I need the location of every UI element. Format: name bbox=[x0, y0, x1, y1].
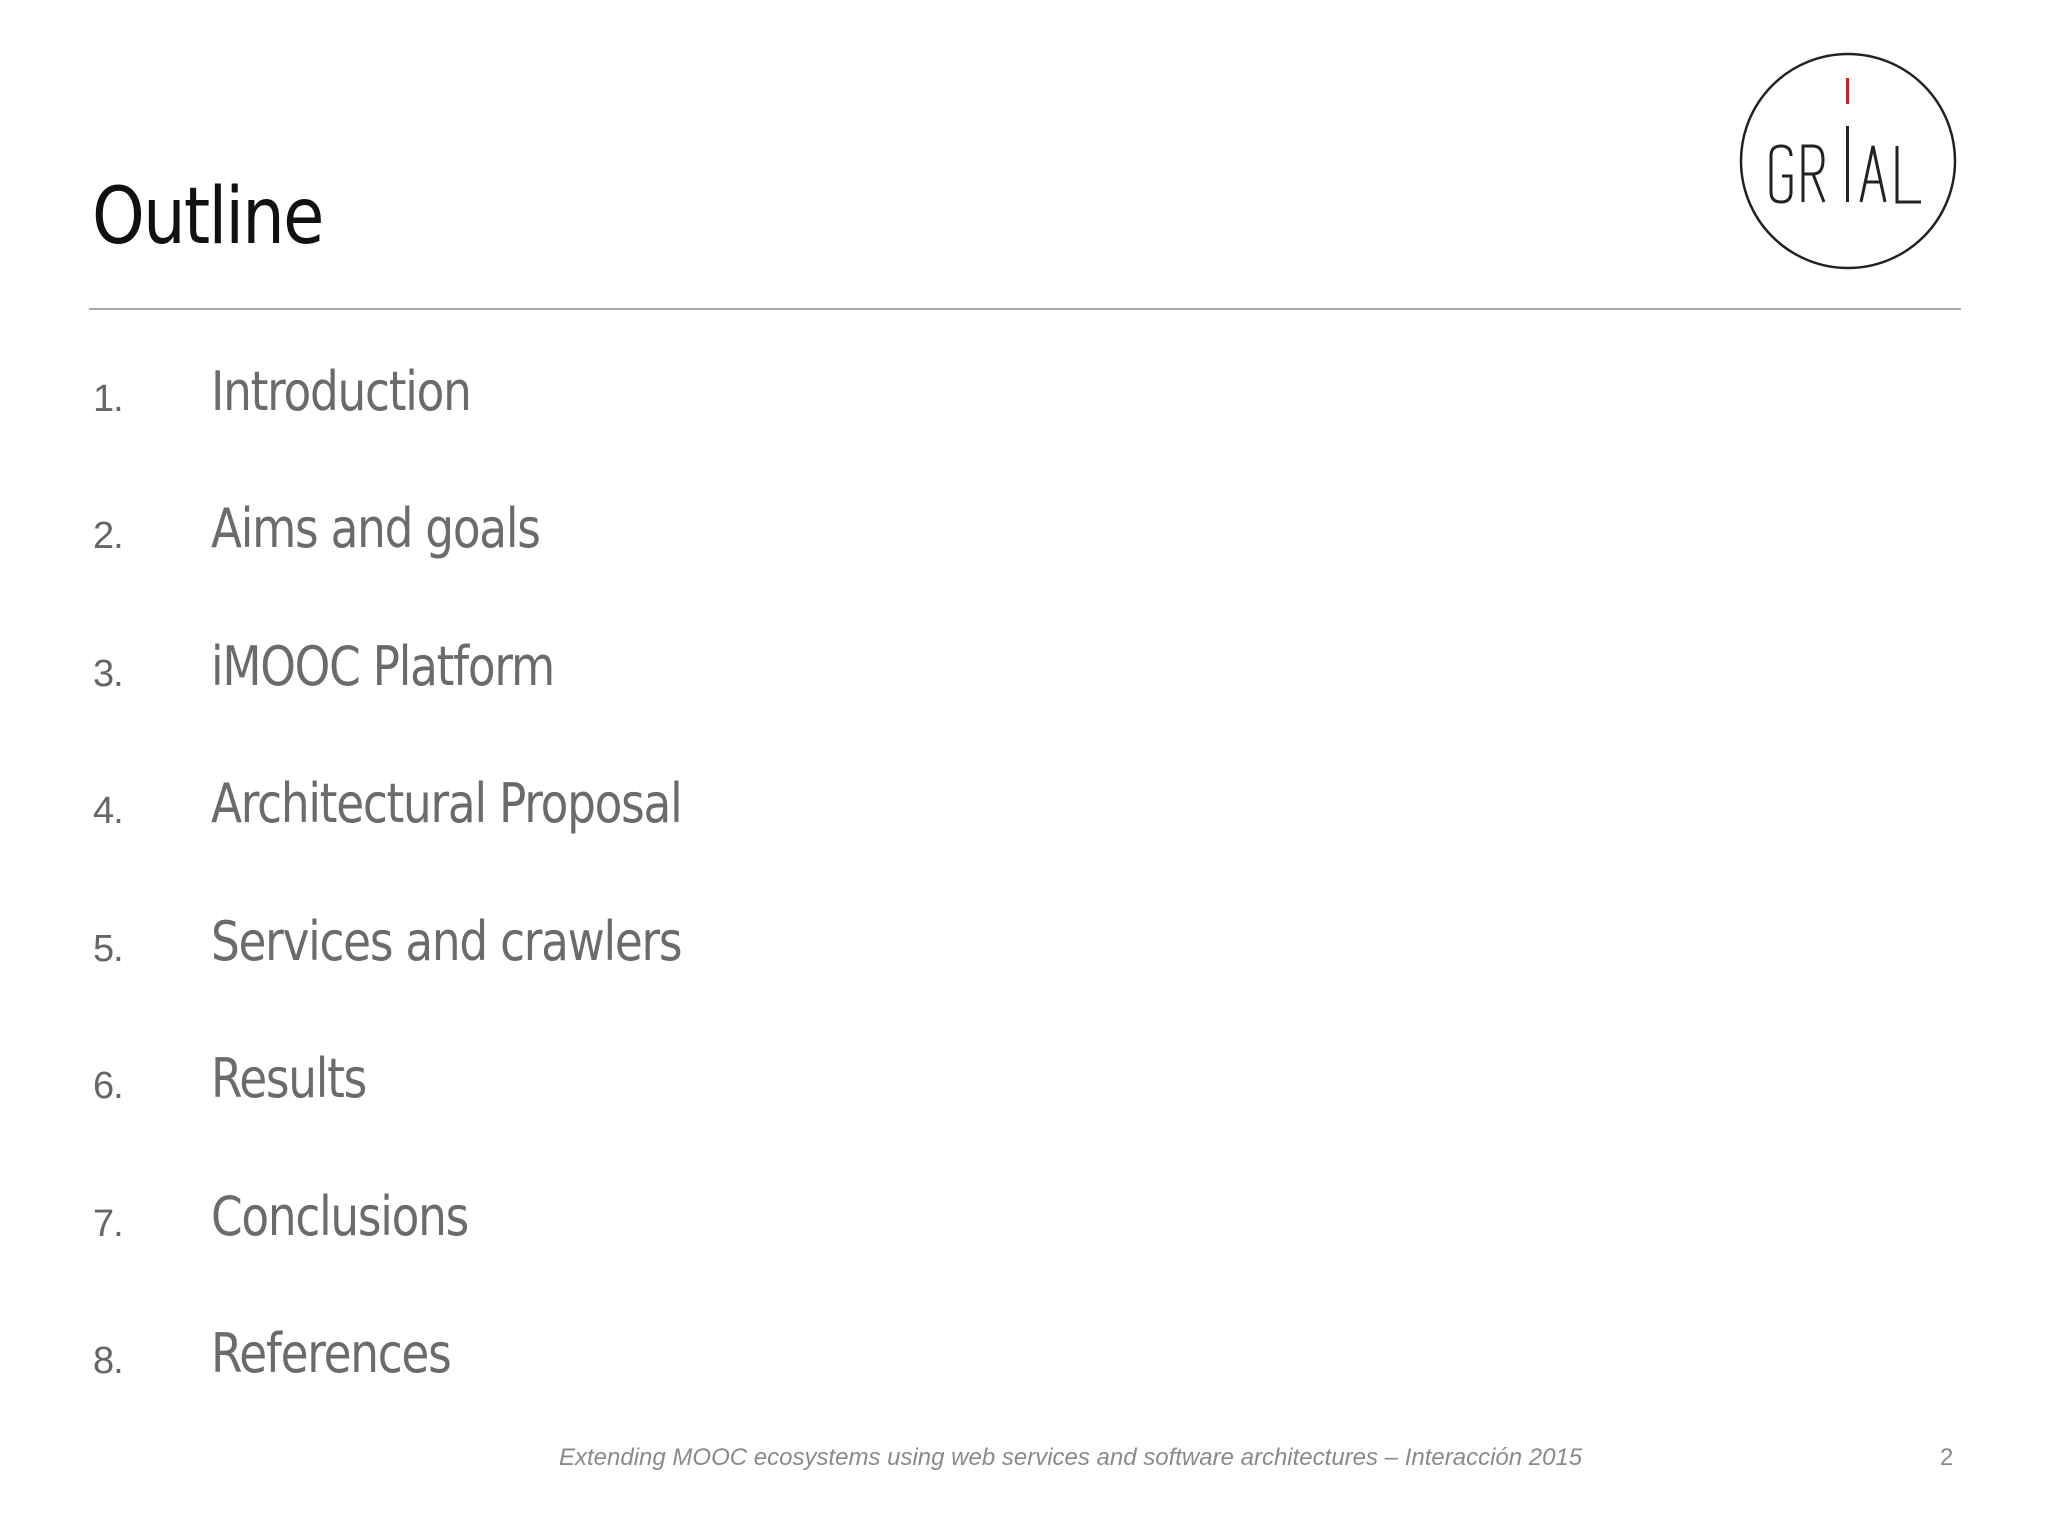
item-label: Results bbox=[211, 1047, 366, 1110]
item-number: 5. bbox=[93, 928, 123, 970]
slide-title: Outline bbox=[92, 172, 323, 262]
slide-footer bbox=[0, 1444, 2048, 1484]
page-number: 2 bbox=[1940, 1444, 1954, 1471]
item-label: Introduction bbox=[211, 360, 471, 423]
item-number: 2. bbox=[93, 515, 123, 557]
item-label: Conclusions bbox=[211, 1185, 468, 1248]
item-number: 3. bbox=[93, 653, 123, 695]
item-number: 6. bbox=[93, 1065, 123, 1107]
list-item bbox=[0, 1027, 1200, 1127]
item-label: Architectural Proposal bbox=[211, 772, 682, 835]
item-number: 7. bbox=[93, 1203, 123, 1245]
item-label: References bbox=[211, 1322, 451, 1385]
item-label: Aims and goals bbox=[211, 497, 540, 560]
item-number: 4. bbox=[93, 790, 123, 832]
item-number: 8. bbox=[93, 1340, 123, 1382]
list-item bbox=[0, 615, 1200, 715]
item-label: Services and crawlers bbox=[211, 910, 682, 973]
list-item bbox=[0, 477, 1200, 577]
list-item bbox=[0, 890, 1200, 990]
list-item bbox=[0, 752, 1200, 852]
footer-text: Extending MOOC ecosystems using web services and software architectures – Interacción 2015 bbox=[559, 1444, 1583, 1471]
item-number: 1. bbox=[93, 378, 123, 420]
list-item bbox=[0, 340, 1200, 440]
list-item bbox=[0, 1165, 1200, 1265]
list-item bbox=[0, 1302, 1200, 1402]
item-label: iMOOC Platform bbox=[211, 635, 554, 698]
